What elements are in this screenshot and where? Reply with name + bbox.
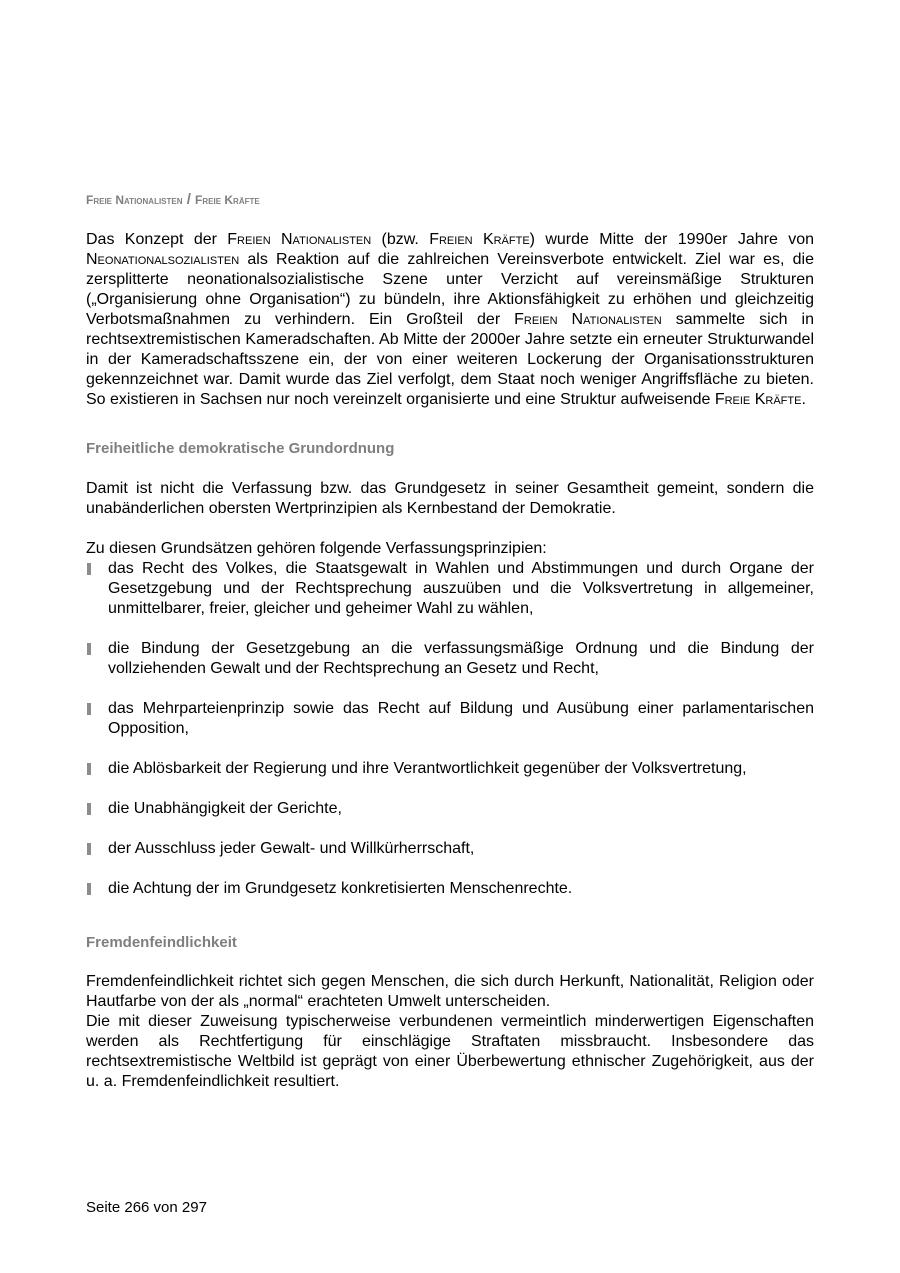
- text-run: (bzw.: [371, 231, 430, 248]
- heading-part-2: Freie Kräfte: [195, 193, 260, 207]
- smallcaps-term: Freien Nationalisten: [514, 311, 662, 328]
- text-run: als Reaktion auf die zahlreichen Vereinsverbote entwickelt. Ziel war es, die zersplitterte neonationalsozialistische Szene unter Verzicht auf vereinsmäßige Strukturen („Organisierung ohne Organisation“) zu bündeln, ihre Aktionsfähigkeit zu erhöhen und gleichzeitig Verbotsmaßnahmen zu verhindern. Ein Großteil der: [86, 251, 814, 328]
- bullet-icon: [87, 763, 91, 775]
- list-item-text: die Unabhängigkeit der Gerichte,: [108, 800, 342, 817]
- bullet-icon: [87, 563, 91, 575]
- bullet-icon: [87, 643, 91, 655]
- bullet-icon: [87, 883, 91, 895]
- smallcaps-term: Freien Kräfte: [429, 231, 530, 248]
- list-item-text: die Bindung der Gesetzgebung an die verfassungsmäßige Ordnung und die Bindung der vollziehenden Gewalt und der Rechtsprechung an Gesetz und Recht,: [108, 640, 814, 677]
- bullet-icon: [87, 803, 91, 815]
- bullet-icon: [87, 843, 91, 855]
- list-item-text: das Recht des Volkes, die Staatsgewalt in Wahlen und Abstimmungen und durch Organe der Gesetzgebung und der Rechtsprechung auszuüben und die Volksvertretung in allgemeiner, unmittelbarer, freier, gleicher und geheimer Wahl zu wählen,: [108, 560, 814, 617]
- text-run: .: [801, 391, 806, 408]
- paragraph-fdgo-principles-lead: Zu diesen Grundsätzen gehören folgende Verfassungsprinzipien:: [86, 540, 547, 557]
- page-number: Seite 266 von 297: [86, 1199, 207, 1216]
- list-item-text: das Mehrparteienprinzip sowie das Recht auf Bildung und Ausübung einer parlamentarischen Opposition,: [108, 700, 814, 737]
- list-item: [86, 559, 814, 619]
- list-item-text: die Achtung der im Grundgesetz konkretisierten Menschenrechte.: [108, 880, 573, 897]
- bullet-icon: [87, 703, 91, 715]
- paragraph-fdgo-intro: Damit ist nicht die Verfassung bzw. das Grundgesetz in seiner Gesamtheit gemeint, sondern die unabänderlichen obersten Wertprinzipien als Kernbestand der Demokratie.: [86, 480, 814, 517]
- list-item: [86, 839, 814, 859]
- list-item-text: die Ablösbarkeit der Regierung und ihre Verantwortlichkeit gegenüber der Volksvertretung,: [108, 760, 747, 777]
- paragraph-fremdenfeindlichkeit-1: Fremdenfeindlichkeit richtet sich gegen Menschen, die sich durch Herkunft, Nationalität, Religion oder Hautfarbe von der als „normal“ erachteten Umwelt unterscheiden.: [86, 973, 814, 1010]
- heading-part-1: Freie Nationalisten: [86, 193, 183, 207]
- smallcaps-term: Freien Nationalisten: [227, 231, 372, 248]
- text-run: Das Konzept der: [86, 231, 228, 248]
- list-item: [86, 639, 814, 679]
- list-item: [86, 699, 814, 739]
- text-run: sammelte sich in rechtsextremistischen Kameradschaften. Ab Mitte der 2000er Jahre setzte ein erneuter Strukturwandel in der Kameradschaftsszene ein, der von einer weiteren Lockerung der Organisationsstrukturen gekennzeichnet war. Damit wurde das Ziel verfolgt, dem Staat noch weniger Angriffsfläche zu bieten. So existieren in Sachsen nur noch vereinzelt organisierte und eine Struktur aufweisende: [86, 311, 814, 408]
- text-run: ) wurde Mitte der 1990er Jahre von: [529, 231, 814, 248]
- section-heading-freie-nationalisten: [86, 191, 260, 208]
- smallcaps-term: Neonationalsozialisten: [86, 251, 240, 268]
- heading-separator: /: [182, 191, 196, 208]
- list-item: [86, 759, 814, 779]
- paragraph-freie-nationalisten: [86, 230, 814, 410]
- section-heading-fremdenfeindlichkeit: Fremdenfeindlichkeit: [86, 934, 237, 951]
- list-item: [86, 879, 814, 899]
- section-heading-fdgo: Freiheitliche demokratische Grundordnung: [86, 440, 395, 457]
- list-item-text: der Ausschluss jeder Gewalt- und Willkürherrschaft,: [108, 840, 475, 857]
- list-item: [86, 799, 814, 819]
- principles-list: [86, 559, 814, 919]
- smallcaps-term: Freie Kräfte: [714, 391, 802, 408]
- paragraph-fremdenfeindlichkeit-2: Die mit dieser Zuweisung typischerweise verbundenen vermeintlich minderwertigen Eigenschaften werden als Rechtfertigung für einschlägige Straftaten missbraucht. Insbesondere das rechtsextremistische Weltbild ist geprägt von einer Überbewertung ethnischer Zugehörigkeit, aus der u. a. Fremdenfeindlichkeit resultiert.: [86, 1013, 814, 1090]
